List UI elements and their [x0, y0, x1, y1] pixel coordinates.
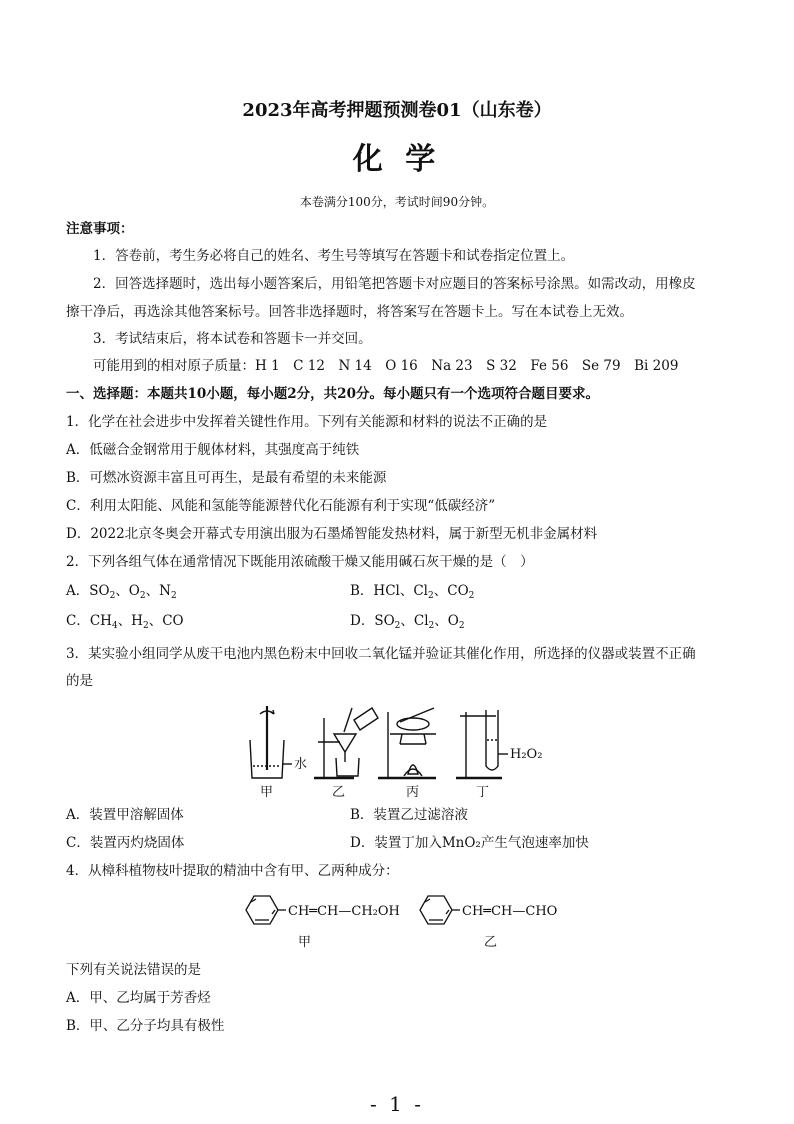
- q1-option-b: B．可燃冰资源丰富且可再生，是最有希望的未来能源: [66, 470, 387, 486]
- q3-option-d: D．装置丁加入MnO₂产生气泡速率加快: [350, 835, 589, 851]
- q3-stem-1: 3．某实验小组同学从废干电池内黑色粉末中回收二氧化锰并验证其催化作用，所选择的仪器或装置不正确: [66, 646, 696, 662]
- apparatus-bing: [378, 708, 436, 778]
- instruction-2a: 2．回答选择题时，选出每小题答案后，用铅笔把答题卡对应题目的答案标号涂黑。如需改动，用橡皮: [93, 276, 696, 292]
- structure-figure: [232, 888, 592, 952]
- page-number: - 1 -: [370, 1092, 424, 1116]
- atomic-masses: 可能用到的相对原子质量：H 1 C 12 N 14 O 16 Na 23 S 32 Fe 56 Se 79 Bi 209: [93, 358, 679, 374]
- h2o2-label: H₂O₂: [510, 747, 543, 762]
- q3-option-a: A．装置甲溶解固体: [66, 807, 184, 823]
- q2-option-b: B．HCl、$Cl_2$、$CO_2$: [350, 583, 475, 601]
- apparatus-ding: [456, 710, 508, 778]
- q4-option-b: B．甲、乙分子均具有极性: [66, 1018, 225, 1034]
- fig-label-yi: 乙: [332, 785, 346, 800]
- exam-note: 本卷满分100分，考试时间90分钟。: [299, 195, 495, 209]
- q1-option-c: C．利用太阳能、风能和氢能等能源替代化石能源有利于实现“低碳经济”: [66, 498, 496, 514]
- fig-label-jia: 甲: [260, 785, 274, 800]
- apparatus-jia: [250, 706, 292, 778]
- formula-yi: CH═CH—CHO: [462, 904, 558, 919]
- q3-stem-2: 的是: [66, 673, 93, 689]
- lab-apparatus-figure: [240, 700, 570, 800]
- instruction-3: 3．考试结束后，将本试卷和答题卡一并交回。: [93, 331, 372, 347]
- water-label: 水: [294, 757, 308, 772]
- exam-title: 2023年高考押题预测卷01（山东卷）: [242, 100, 552, 121]
- q1-stem: 1．化学在社会进步中发挥着关键性作用。下列有关能源和材料的说法不正确的是: [66, 414, 548, 430]
- structure-label-jia: 甲: [298, 935, 312, 950]
- instructions-heading: 注意事项：: [66, 221, 134, 237]
- fig-label-ding: 丁: [476, 785, 490, 800]
- q3-option-c: C．装置丙灼烧固体: [66, 835, 185, 851]
- q4-option-a: A．甲、乙均属于芳香烃: [66, 990, 211, 1006]
- structure-label-yi: 乙: [484, 935, 498, 950]
- section-heading: 一、选择题：本题共10小题，每小题2分，共20分。每小题只有一个选项符合题目要求。: [66, 386, 599, 402]
- formula-jia: CH═CH—CH₂OH: [288, 904, 400, 919]
- q1-option-a: A．低磁合金钢常用于舰体材料，其强度高于纯铁: [66, 442, 360, 458]
- instruction-1: 1．答卷前，考生务必将自己的姓名、考生号等填写在答题卡和试卷指定位置上。: [93, 248, 575, 264]
- fig-label-bing: 丙: [406, 785, 420, 800]
- q4-sub-stem: 下列有关说法错误的是: [66, 962, 201, 978]
- q4-stem: 4．从樟科植物枝叶提取的精油中含有甲、乙两种成分：: [66, 863, 399, 879]
- q3-option-b: B．装置乙过滤溶液: [350, 807, 468, 823]
- q1-option-d: D．2022北京冬奥会开幕式专用演出服为石墨烯智能发热材料，属于新型无机非金属材料: [66, 526, 598, 542]
- q2-option-d: D．$SO_2$、$Cl_2$、$O_2$: [350, 613, 465, 631]
- q2-stem: 2．下列各组气体在通常情况下既能用浓硫酸干燥又能用碱石灰干燥的是（ ）: [66, 554, 534, 570]
- q2-option-a: A．$SO_2$、$O_2$、$N_2$: [66, 583, 177, 601]
- apparatus-yi: [314, 708, 378, 778]
- instruction-2b: 擦干净后，再选涂其他答案标号。回答非选择题时，将答案写在答题卡上。写在本试卷上无效。: [66, 304, 633, 320]
- q2-option-c: C．$CH_4$、$H_2$、CO: [66, 613, 184, 631]
- subject-title: 化 学: [352, 142, 442, 177]
